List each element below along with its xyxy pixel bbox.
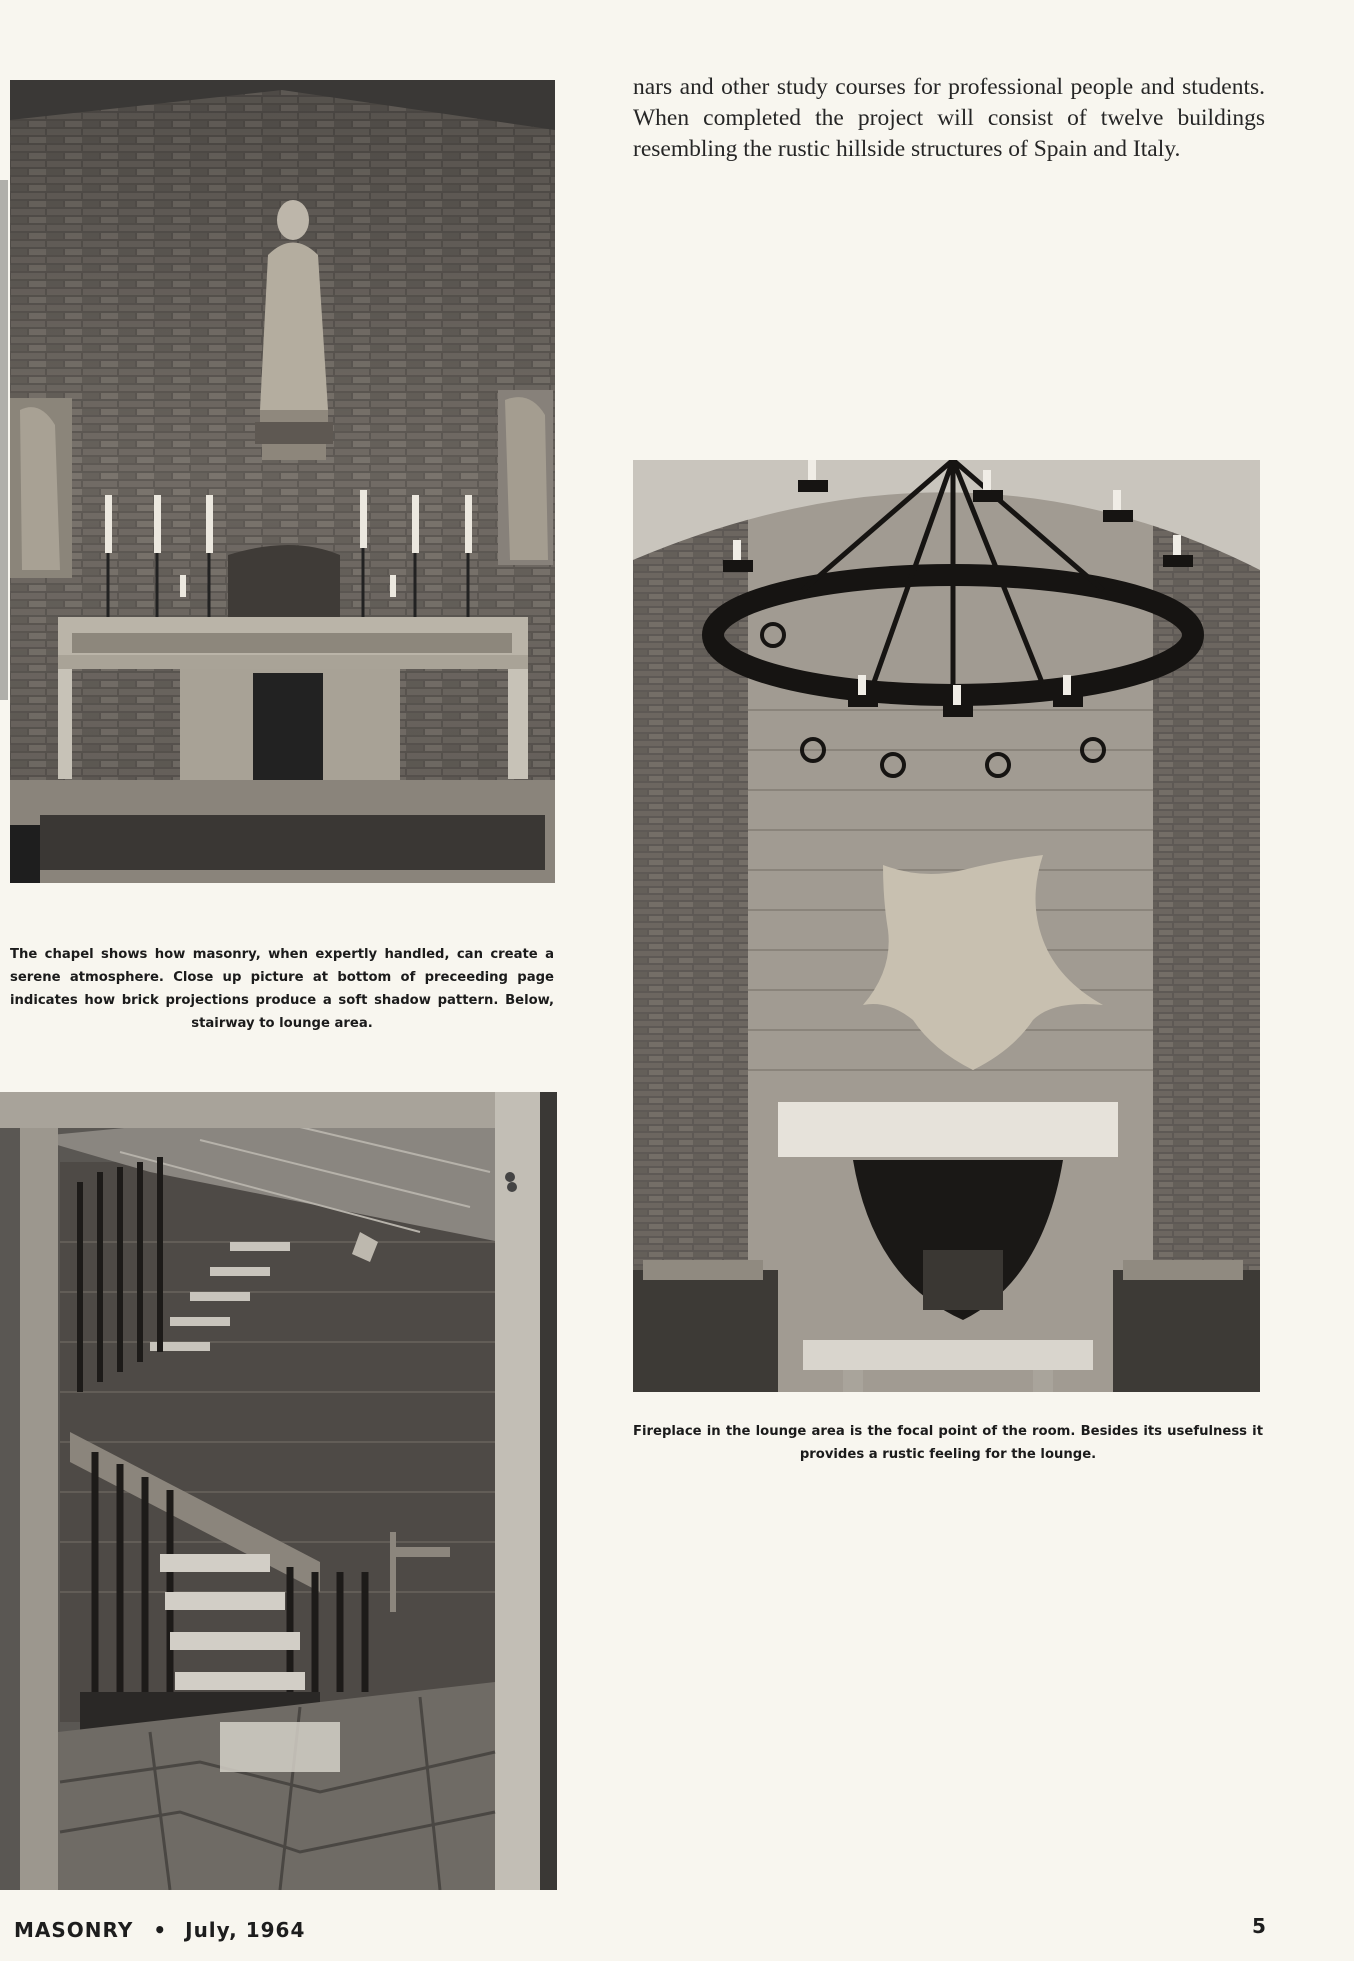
issue-date: July, 1964 — [185, 1918, 306, 1942]
binding-shadow — [0, 180, 8, 700]
chapel-photo — [10, 80, 555, 883]
chapel-caption: The chapel shows how masonry, when expertly handled, can create a serene atmosphere. Close up picture at bottom of preceeding page indicates how brick projections produce a soft shadow pattern. Below, stairway to lounge area. — [10, 947, 554, 1031]
fireplace-caption: Fireplace in the lounge area is the focal point of the room. Besides its usefulness it provides a rustic feeling for the lounge. — [633, 1424, 1263, 1462]
publication-name: MASONRY — [14, 1918, 134, 1942]
fireplace-photo — [633, 460, 1260, 1392]
footer-bullet: • — [153, 1918, 168, 1942]
article-body-text: nars and other study courses for professional people and students. When completed the project will consist of twelve buildings resembling the rustic hillside structures of Spain and Italy. — [633, 74, 1265, 162]
page-number: 5 — [1252, 1914, 1266, 1938]
footer-publication — [14, 1918, 305, 1942]
stairway-photo — [0, 1092, 557, 1890]
